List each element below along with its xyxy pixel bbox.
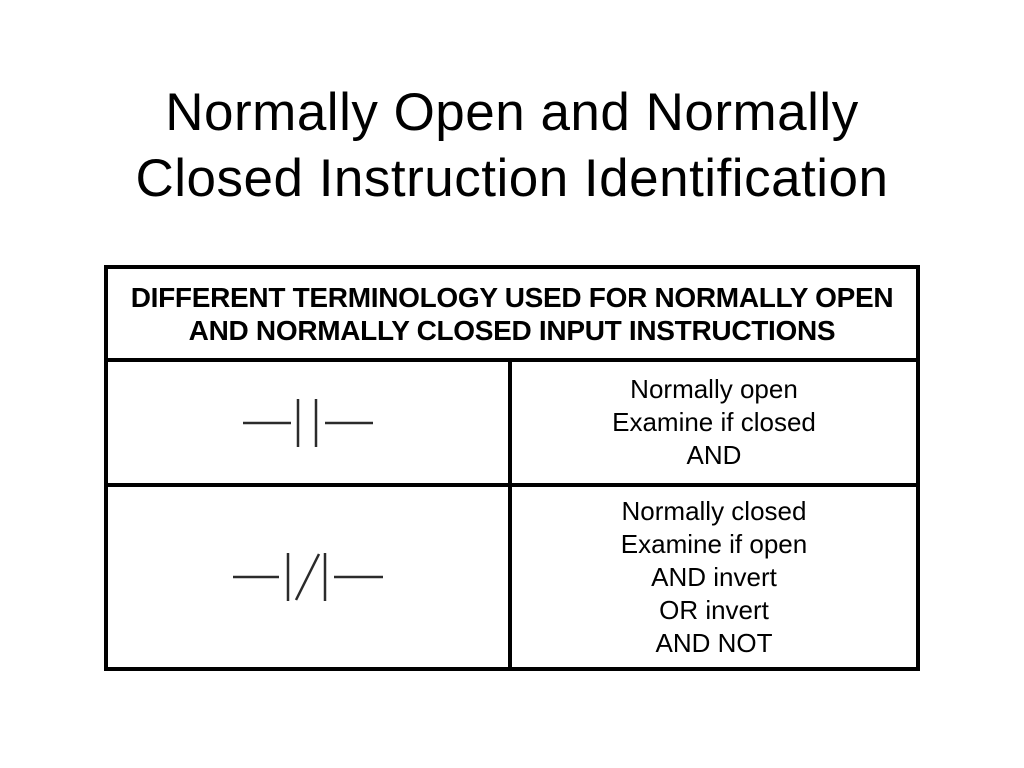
normally-open-contact-symbol (243, 397, 373, 449)
term-line: Normally closed (621, 495, 807, 526)
term-line: Normally open (630, 374, 798, 404)
slide-title-line-2: Closed Instruction Identification (135, 149, 889, 208)
symbol-cell-normally-closed (108, 487, 512, 667)
term-line: AND NOT (655, 627, 773, 658)
terms-cell-normally-closed (512, 487, 916, 667)
table-row-normally-closed (108, 487, 916, 667)
terminology-table (104, 265, 920, 671)
slide-title-line-1: Normally Open and Normally (165, 83, 859, 142)
term-line: Examine if closed (612, 407, 816, 437)
table-row-normally-open (108, 362, 916, 487)
term-line: AND invert (651, 561, 777, 592)
normally-closed-contact-symbol (233, 551, 383, 603)
term-line: Examine if open (620, 528, 808, 559)
table-header-line-2: AND NORMALLY CLOSED INPUT INSTRUCTIONS (188, 314, 836, 346)
table-header (108, 269, 916, 362)
table-header-line-1: DIFFERENT TERMINOLOGY USED FOR NORMALLY OPEN (130, 281, 894, 313)
term-line: OR invert (659, 594, 769, 625)
terms-cell-normally-open (512, 362, 916, 483)
slide-title (0, 80, 1024, 212)
symbol-cell-normally-open (108, 362, 512, 483)
term-line: AND (686, 440, 742, 470)
